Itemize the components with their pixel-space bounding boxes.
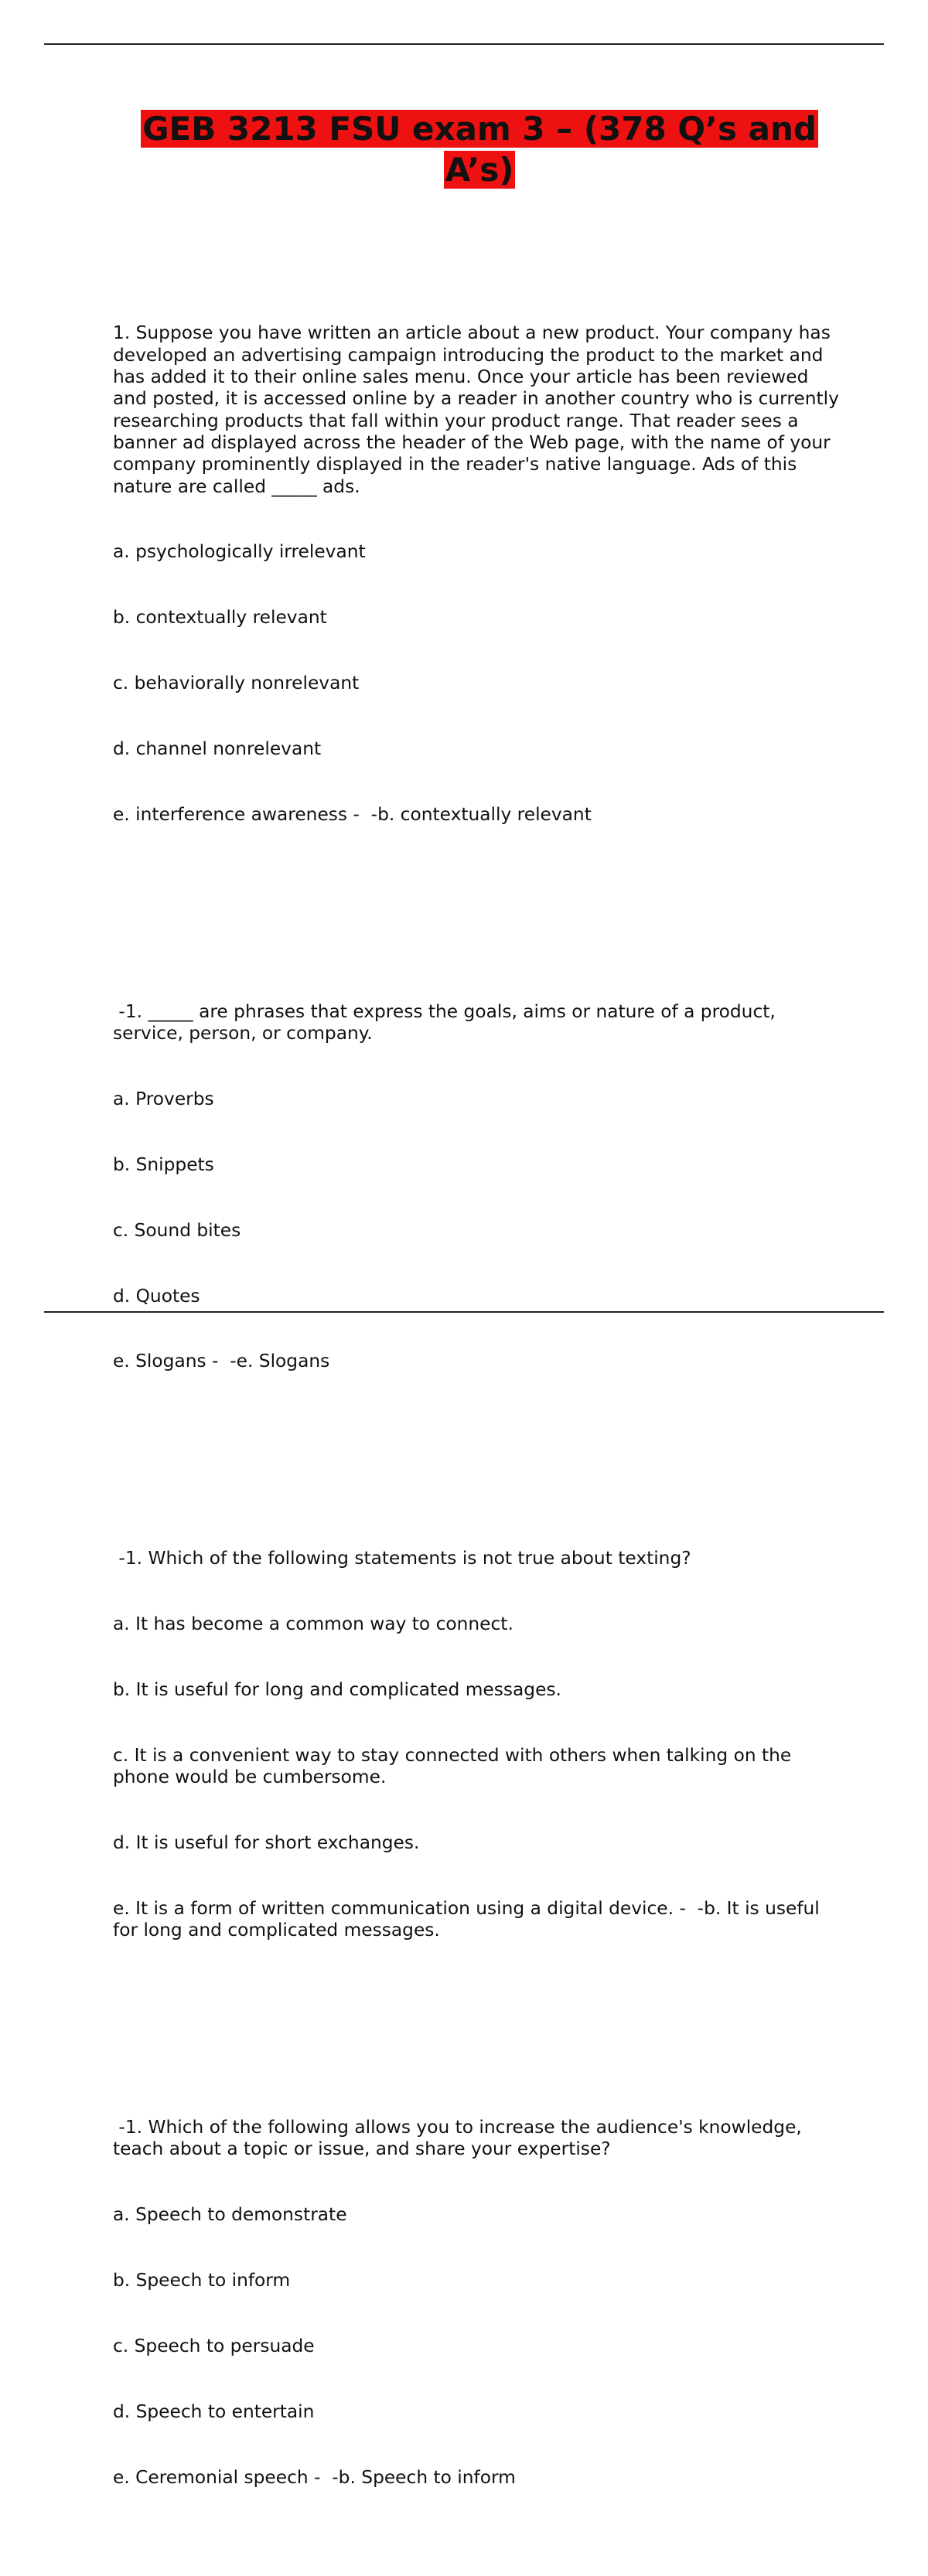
bottom-rule — [44, 1311, 884, 1313]
answer-option: d. channel nonrelevant — [113, 738, 322, 760]
question-prompt: -1. _____ are phrases that express the goals, aims or nature of a product, service, person, or company. — [113, 1000, 782, 1044]
question-prompt: -1. Which of the following statements is not true about texting? — [113, 1548, 691, 1569]
answer-option: a. It has become a common way to connect. — [113, 1613, 513, 1634]
question-prompt: -1. Which of the following allows you to increase the audience's knowledge, teach about a topic or issue, and share your expertise? — [113, 2116, 808, 2160]
answer-option: b. contextually relevant — [113, 607, 327, 629]
answer-option: e. interference awareness - -b. contextually relevant — [113, 804, 592, 826]
answer-option: c. behaviorally nonrelevant — [113, 673, 360, 694]
question-block — [113, 957, 848, 1416]
answer-option: e. It is a form of written communication using a digital device. - -b. It is useful for long and complicated messages. — [113, 1897, 826, 1941]
question-block — [113, 2073, 848, 2532]
answer-option: d. Quotes — [113, 1285, 200, 1307]
question-list — [113, 213, 848, 2576]
page-title — [108, 108, 851, 190]
question-prompt: 1. Suppose you have written an article about a new product. Your company has developed an advertising campaign introducing the product to the market and has added it to their online sales menu. Once your article has been reviewed and posted, it is accessed online by a reader in another country who is currently researching products that fall within your product range. That reader sees a banner ad displayed across the header of the Web page, with the name of your company prominently displayed in the reader's native language. Ads of this nature are called _____ ads. — [113, 322, 845, 497]
answer-option: e. Ceremonial speech - -b. Speech to inform — [113, 2466, 516, 2488]
question-block — [113, 279, 848, 870]
answer-option: b. Snippets — [113, 1153, 214, 1175]
answer-option: a. Speech to demonstrate — [113, 2204, 347, 2226]
answer-option: b. Speech to inform — [113, 2269, 291, 2291]
top-rule — [44, 43, 884, 45]
answer-option: d. Speech to entertain — [113, 2401, 315, 2422]
answer-option: b. It is useful for long and complicated messages. — [113, 1678, 561, 1700]
answer-option: e. Slogans - -e. Slogans — [113, 1351, 330, 1372]
answer-option: c. Speech to persuade — [113, 2335, 315, 2356]
answer-option: a. psychologically irrelevant — [113, 541, 366, 563]
answer-option: c. It is a convenient way to stay connected with others when talking on the phone would be cumbersome. — [113, 1744, 797, 1788]
question-block — [113, 1504, 848, 1986]
page-title-text: GEB 3213 FSU exam 3 – (378 Q’s and A’s) — [142, 110, 817, 189]
answer-option: d. It is useful for short exchanges. — [113, 1831, 420, 1853]
answer-option: a. Proverbs — [113, 1088, 214, 1109]
answer-option: c. Sound bites — [113, 1219, 241, 1241]
